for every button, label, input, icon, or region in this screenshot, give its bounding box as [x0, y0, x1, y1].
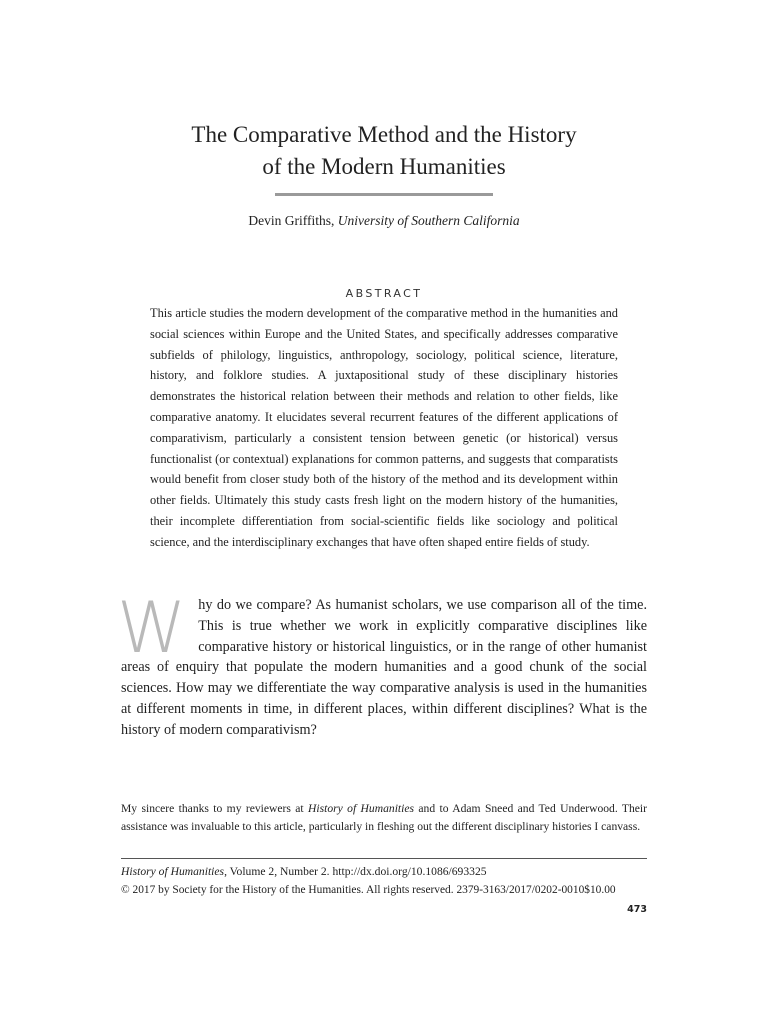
author-affiliation: University of Southern California — [337, 213, 520, 228]
journal-name: History of Humanities — [121, 865, 225, 878]
title-line-1: The Comparative Method and the History — [191, 122, 577, 147]
abstract-heading: ABSTRACT — [345, 287, 423, 300]
volume-info: , Volume 2, Number 2. http://dx.doi.org/10.1086/693325 — [224, 865, 487, 878]
page-number: 473 — [627, 904, 647, 915]
drop-cap: W — [117, 587, 187, 669]
footnote-text-after: and to Adam Sneed and Ted Underwood. Their assistance was invaluable to this article, particularly in fleshing out the different disciplinary histories I canvass. — [121, 802, 648, 833]
author-name: Devin Griffiths, — [248, 213, 338, 228]
footnote-text-before: My sincere thanks to my reviewers at — [121, 802, 309, 815]
footer-divider — [121, 858, 647, 859]
title-line-2: of the Modern Humanities — [262, 154, 506, 179]
acknowledgment-footnote — [121, 800, 647, 836]
copyright-notice: © 2017 by Society for the History of the Humanities. All rights reserved. 2379-3163/2017/0202-0010$10.00 — [121, 884, 616, 896]
journal-citation — [121, 863, 647, 881]
article-title — [0, 119, 768, 183]
author-line — [0, 213, 768, 229]
title-divider — [275, 193, 493, 196]
abstract-text: This article studies the modern development of the comparative method in the humanities and social sciences within Europe and the United States, and specifically addresses comparative subfields of philology, linguistics, anthropology, sociology, political science, literature, history, and folklore studies. A juxtapositional study of these disciplinary histories demonstrates the historical relation between their methods and relation to other fields, like comparative anatomy. It elucidates several recurrent features of the different applications of comparativism, particularly a consistent tension between genetic (or historical) versus functionalist (or contextual) explanations for common patterns, and suggests that comparatists would benefit from closer study both of the history of the method and its development within other fields. Ultimately this study casts fresh light on the modern history of the humanities, their incomplete differentiation from social-scientific fields like sociology and political science, and the interdisciplinary exchanges that have often shaped entire fields of study. — [150, 306, 618, 549]
footnote-journal-name: History of Humanities — [308, 802, 415, 815]
first-paragraph — [117, 587, 647, 741]
first-paragraph-text: hy do we compare? As humanist scholars, we use comparison all of the time. This is true whether we work in explicitly comparative disciplines like comparative history or historical linguistics, or in the range of other humanist areas of enquiry that populate the modern humanities and a good chunk of the social sciences. How may we differentiate the way comparative analysis is used in the humanities at different moments in time, in different places, within different disciplines? What is the history of modern comparativism? — [121, 597, 647, 738]
